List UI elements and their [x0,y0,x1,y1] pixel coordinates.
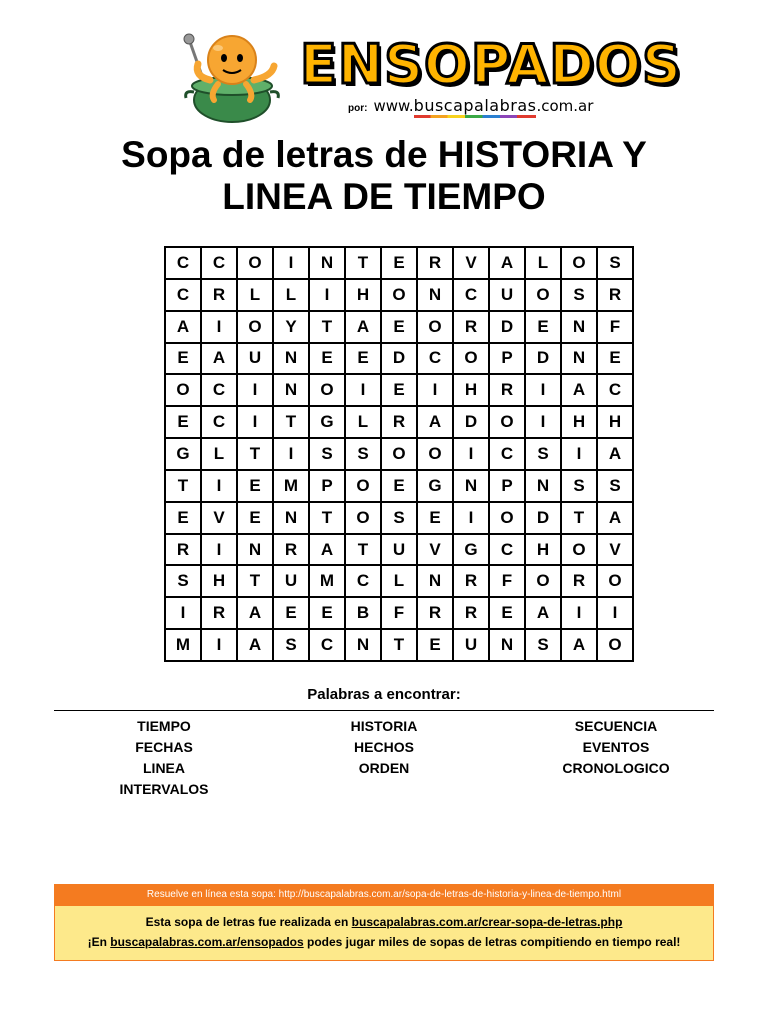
grid-cell[interactable]: O [561,534,597,566]
grid-cell[interactable]: E [237,470,273,502]
grid-cell[interactable]: S [597,247,633,279]
grid-row [165,279,633,311]
grid-row [165,597,633,629]
word-item: FECHAS [135,739,193,755]
grid-cell[interactable]: D [453,406,489,438]
grid-cell[interactable]: V [201,502,237,534]
word-item: ORDEN [358,760,410,776]
grid-cell[interactable]: E [165,502,201,534]
grid-cell[interactable]: E [309,597,345,629]
grid-cell[interactable]: E [273,597,309,629]
grid-cell[interactable]: I [561,597,597,629]
grid-cell[interactable]: C [165,247,201,279]
grid-cell[interactable]: H [453,374,489,406]
footer-info-box [54,906,714,961]
grid-cell[interactable]: N [273,343,309,375]
grid-cell[interactable]: C [201,406,237,438]
page-title [0,134,768,218]
grid-cell[interactable]: N [489,629,525,661]
grid-cell[interactable]: R [273,534,309,566]
word-list-column-3 [506,716,726,779]
grid-cell[interactable]: L [381,565,417,597]
word-item: EVENTOS [582,739,650,755]
grid-cell[interactable]: B [345,597,381,629]
grid-cell[interactable]: L [237,279,273,311]
create-puzzle-link[interactable]: buscapalabras.com.ar/crear-sopa-de-letras.php [351,915,623,929]
grid-cell[interactable]: E [381,470,417,502]
grid-cell[interactable]: D [489,311,525,343]
footer-line-2-prefix: ¡En [87,935,111,949]
grid-cell[interactable]: R [201,597,237,629]
grid-cell[interactable]: E [345,343,381,375]
grid-row [165,311,633,343]
grid-cell[interactable]: E [165,343,201,375]
grid-cell[interactable]: O [381,279,417,311]
grid-cell[interactable]: R [417,247,453,279]
grid-cell[interactable]: C [165,279,201,311]
word-item: HISTORIA [350,718,418,734]
grid-cell[interactable]: O [237,311,273,343]
grid-cell[interactable]: O [597,629,633,661]
footer [54,884,714,960]
grid-cell[interactable]: M [273,470,309,502]
footer-line-1-text: Esta sopa de letras fue realizada en [145,915,352,929]
grid-cell[interactable]: P [489,343,525,375]
grid-cell[interactable]: T [273,406,309,438]
grid-cell[interactable]: A [165,311,201,343]
grid-cell[interactable]: C [597,374,633,406]
grid-cell[interactable]: R [417,597,453,629]
word-item: TIEMPO [137,718,191,734]
grid-cell[interactable]: S [561,279,597,311]
grid-cell[interactable]: N [453,470,489,502]
grid-cell[interactable]: O [417,438,453,470]
grid-cell[interactable]: E [381,374,417,406]
grid-cell[interactable]: A [489,247,525,279]
grid-cell[interactable]: G [309,406,345,438]
grid-cell[interactable]: U [381,534,417,566]
grid-cell[interactable]: O [345,470,381,502]
grid-cell[interactable]: U [489,279,525,311]
grid-cell[interactable]: C [201,374,237,406]
octopus-mascot-icon [180,28,280,126]
grid-cell[interactable]: A [201,343,237,375]
grid-cell[interactable]: R [453,597,489,629]
grid-row [165,343,633,375]
grid-cell[interactable]: I [201,629,237,661]
words-heading: Palabras a encontrar: [307,686,461,703]
grid-cell[interactable]: C [489,438,525,470]
footer-line-1 [55,906,713,933]
grid-cell[interactable]: U [237,343,273,375]
grid-cell[interactable]: I [201,311,237,343]
grid-cell[interactable]: L [345,406,381,438]
grid-cell[interactable]: L [201,438,237,470]
grid-cell[interactable]: A [597,438,633,470]
grid-cell[interactable]: C [345,565,381,597]
grid-cell[interactable]: E [381,247,417,279]
grid-cell[interactable]: E [165,406,201,438]
grid-cell[interactable]: M [309,565,345,597]
byline-prefix: www. [373,97,414,115]
grid-cell[interactable]: D [381,343,417,375]
grid-cell[interactable]: D [525,343,561,375]
grid-cell[interactable]: F [597,311,633,343]
grid-cell[interactable]: S [561,470,597,502]
grid-cell[interactable]: Y [273,311,309,343]
page-title-line-1: Sopa de letras de HISTORIA Y [121,134,647,175]
grid-cell[interactable]: O [381,438,417,470]
logo-byline[interactable] [348,96,628,118]
word-search-grid[interactable] [164,246,634,662]
grid-cell[interactable]: R [381,406,417,438]
grid-cell[interactable]: C [309,629,345,661]
grid-cell[interactable]: N [525,470,561,502]
grid-cell[interactable]: H [597,406,633,438]
grid-cell[interactable]: H [561,406,597,438]
grid-cell[interactable]: O [237,247,273,279]
word-item: HECHOS [354,739,414,755]
grid-cell[interactable]: A [525,597,561,629]
grid-cell[interactable]: T [165,470,201,502]
byline-site: buscapalabras [413,96,537,115]
page-title-line-2: LINEA DE TIEMPO [222,176,546,217]
grid-cell[interactable]: L [525,247,561,279]
grid-cell[interactable]: N [417,565,453,597]
grid-cell[interactable]: M [165,629,201,661]
grid-row [165,438,633,470]
grid-cell[interactable]: R [453,565,489,597]
grid-row [165,374,633,406]
grid-cell[interactable]: R [561,565,597,597]
grid-row [165,565,633,597]
grid-cell[interactable]: R [201,279,237,311]
footer-solve-online-link[interactable]: Resuelve en línea esta sopa: http://buscapalabras.com.ar/sopa-de-letras-de-historia-y-linea-de-tiempo.html [54,884,714,906]
grid-cell[interactable]: E [417,629,453,661]
grid-cell[interactable]: I [201,470,237,502]
grid-cell[interactable]: O [453,343,489,375]
grid-cell[interactable]: T [309,502,345,534]
grid-cell[interactable]: T [345,534,381,566]
grid-cell[interactable]: S [525,629,561,661]
words-divider [54,710,714,711]
grid-row [165,470,633,502]
grid-cell[interactable]: N [237,534,273,566]
grid-cell[interactable]: N [561,311,597,343]
grid-cell[interactable]: A [597,502,633,534]
grid-cell[interactable]: I [453,438,489,470]
word-item: CRONOLOGICO [562,760,670,776]
grid-row [165,502,633,534]
grid-cell[interactable]: I [561,438,597,470]
word-item: LINEA [143,760,185,776]
grid-cell[interactable]: I [237,374,273,406]
grid-cell[interactable]: E [381,311,417,343]
grid-cell[interactable]: S [165,565,201,597]
grid-cell[interactable]: O [489,502,525,534]
grid-cell[interactable]: A [345,311,381,343]
grid-row [165,629,633,661]
grid-cell[interactable]: R [489,374,525,406]
grid-cell[interactable]: R [165,534,201,566]
grid-cell[interactable]: I [309,279,345,311]
grid-cell[interactable]: A [237,629,273,661]
grid-cell[interactable]: V [417,534,453,566]
grid-cell[interactable]: R [597,279,633,311]
footer-line-2 [55,933,713,953]
grid-cell[interactable]: O [417,311,453,343]
grid-cell[interactable]: G [453,534,489,566]
byline-por: por: [348,103,368,114]
grid-cell[interactable]: O [309,374,345,406]
grid-cell[interactable]: O [165,374,201,406]
grid-cell[interactable]: T [381,629,417,661]
grid-cell[interactable]: N [273,502,309,534]
grid-cell[interactable]: E [525,311,561,343]
word-item: INTERVALOS [119,781,209,797]
grid-cell[interactable]: T [561,502,597,534]
grid-row [165,247,633,279]
grid-row [165,534,633,566]
grid-cell[interactable]: O [489,406,525,438]
grid-cell[interactable]: H [345,279,381,311]
ensopados-link[interactable]: buscapalabras.com.ar/ensopados [110,935,304,949]
footer-line-2-suffix: podes jugar miles de sopas de letras compitiendo en tiempo real! [303,935,681,949]
grid-cell[interactable]: F [489,565,525,597]
logo-wordmark: ENSOPADOS [300,33,682,96]
grid-cell[interactable]: A [309,534,345,566]
grid-cell[interactable]: E [489,597,525,629]
header [0,28,768,128]
grid-cell[interactable]: N [273,374,309,406]
grid-cell[interactable]: E [597,343,633,375]
grid-cell[interactable]: N [309,247,345,279]
grid-cell[interactable]: A [561,629,597,661]
grid-row [165,406,633,438]
word-item: SECUENCIA [574,718,658,734]
grid-cell[interactable]: P [489,470,525,502]
grid-cell[interactable]: I [273,247,309,279]
grid-cell[interactable]: I [237,406,273,438]
grid-cell[interactable]: A [237,597,273,629]
grid-cell[interactable]: I [273,438,309,470]
grid-cell[interactable]: T [345,247,381,279]
grid-cell[interactable]: N [417,279,453,311]
grid-cell[interactable]: V [597,534,633,566]
grid-cell[interactable]: H [201,565,237,597]
grid-cell[interactable]: G [165,438,201,470]
grid-cell[interactable]: V [453,247,489,279]
grid-cell[interactable]: I [417,374,453,406]
grid-cell[interactable]: D [525,502,561,534]
grid-cell[interactable]: C [417,343,453,375]
grid-cell[interactable]: E [309,343,345,375]
grid-cell[interactable]: T [309,311,345,343]
grid-cell[interactable]: O [561,247,597,279]
word-list-column-2 [274,716,494,779]
grid-cell[interactable]: S [345,438,381,470]
grid-cell[interactable]: T [237,565,273,597]
grid-cell[interactable]: A [417,406,453,438]
grid-cell[interactable]: N [345,629,381,661]
grid-cell[interactable]: C [201,247,237,279]
grid-cell[interactable]: O [525,279,561,311]
grid-cell[interactable]: U [453,629,489,661]
grid-cell[interactable]: I [525,406,561,438]
grid-cell[interactable]: C [453,279,489,311]
grid-cell[interactable]: S [309,438,345,470]
grid-cell[interactable]: E [237,502,273,534]
grid-cell[interactable]: A [561,374,597,406]
grid-cell[interactable]: S [597,470,633,502]
grid-cell[interactable]: H [525,534,561,566]
grid-cell[interactable]: R [453,311,489,343]
grid-cell[interactable]: S [525,438,561,470]
grid-cell[interactable]: E [417,502,453,534]
byline-suffix: .com.ar [536,97,594,115]
grid-cell[interactable]: I [345,374,381,406]
word-list-column-1 [54,716,274,800]
grid-cell[interactable]: F [381,597,417,629]
grid-cell[interactable]: O [597,565,633,597]
grid-cell[interactable]: I [525,374,561,406]
grid-cell[interactable]: S [273,629,309,661]
grid-cell[interactable]: U [273,565,309,597]
ensopados-logo[interactable] [300,33,682,118]
grid-cell[interactable]: G [417,470,453,502]
grid-cell[interactable]: O [345,502,381,534]
grid-cell[interactable]: I [453,502,489,534]
grid-cell[interactable]: I [165,597,201,629]
grid-cell[interactable]: P [309,470,345,502]
grid-cell[interactable]: C [489,534,525,566]
grid-cell[interactable]: N [561,343,597,375]
grid-cell[interactable]: S [381,502,417,534]
grid-cell[interactable]: O [525,565,561,597]
grid-cell[interactable]: L [273,279,309,311]
grid-cell[interactable]: I [597,597,633,629]
grid-cell[interactable]: T [237,438,273,470]
grid-cell[interactable]: I [201,534,237,566]
